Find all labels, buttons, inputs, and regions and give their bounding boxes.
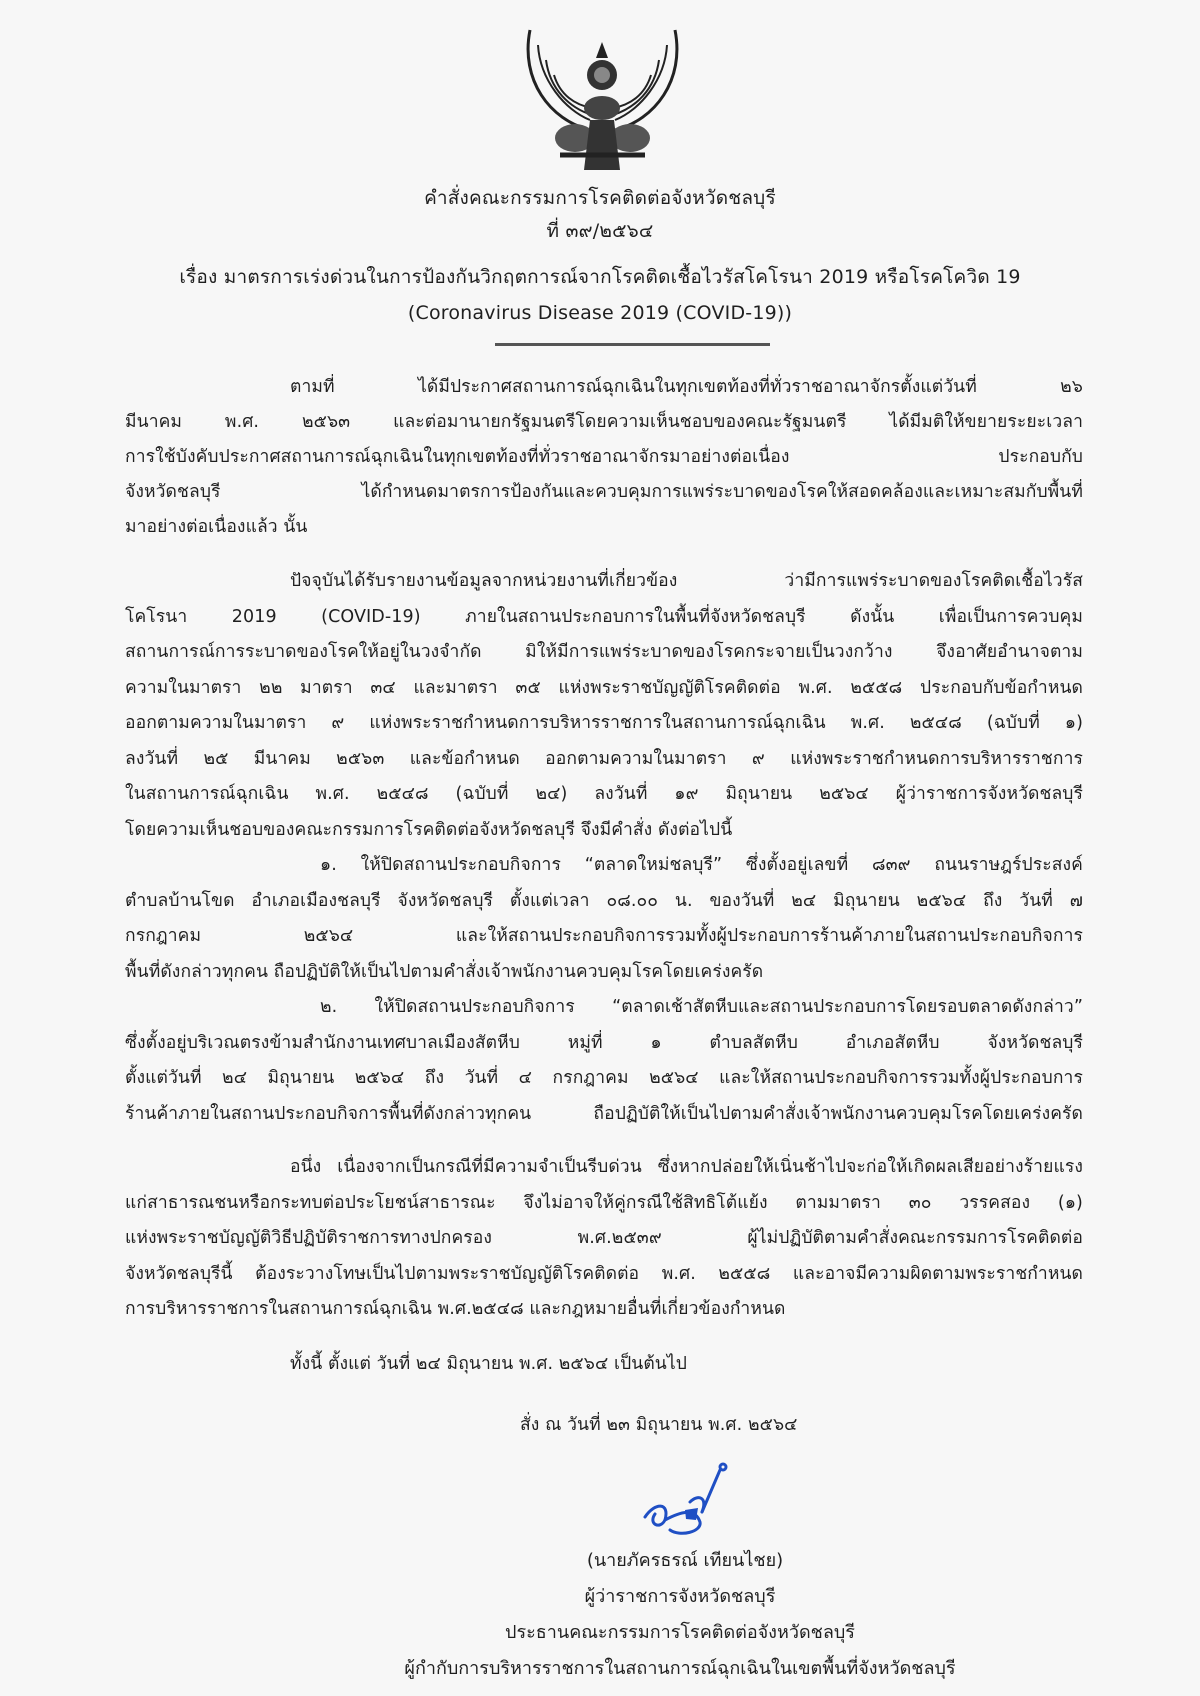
order-number: ที่ ๓๙/๒๕๖๔ [546, 220, 654, 242]
signature-icon [640, 1462, 740, 1542]
item-2-line: ๒. ให้ปิดสถานประกอบกิจการ “ตลาดเช้าสัตหีบและสถานประกอบการโดยรอบตลาดดังกล่าว” [320, 997, 1083, 1017]
paragraph-3-line: แก่สาธารณชนหรือกระทบต่อประโยชน์สาธารณะ จึงไม่อาจให้คู่กรณีใช้สิทธิโต้แย้ง ตามมาตรา ๓๐ วรรคสอง (๑) [125, 1193, 1083, 1213]
signer-title-governor: ผู้ว่าราชการจังหวัดชลบุรี [584, 1586, 776, 1607]
paragraph-2-line: ออกตามความในมาตรา ๙ แห่งพระราชกำหนดการบริหารราชการในสถานการณ์ฉุกเฉิน พ.ศ. ๒๕๔๘ (ฉบับที่ ๑) [125, 713, 1083, 733]
paragraph-1-line: มาอย่างต่อเนื่องแล้ว นั้น [125, 517, 308, 537]
paragraph-2-line: โดยความเห็นชอบของคณะกรรมการโรคติดต่อจังหวัดชลบุรี จึงมีคำสั่ง ดังต่อไปนี้ [125, 820, 733, 840]
paragraph-3-line: การบริหารราชการในสถานการณ์ฉุกเฉิน พ.ศ.๒๕๔๘ และกฎหมายอื่นที่เกี่ยวข้องกำหนด [125, 1299, 786, 1319]
item-1-line: ๑. ให้ปิดสถานประกอบกิจการ “ตลาดใหม่ชลบุรี” ซึ่งตั้งอยู่เลขที่ ๘๓๙ ถนนราษฎร์ประสงค์ [320, 855, 1083, 875]
garuda-emblem-icon [520, 20, 685, 180]
item-1-line: ตำบลบ้านโขด อำเภอเมืองชลบุรี จังหวัดชลบุรี ตั้งแต่เวลา ๐๘.๐๐ น. ของวันที่ ๒๔ มิถุนายน ๒๕๖๔ ถึง วันที่ ๗ [125, 891, 1083, 911]
item-2-line: ร้านค้าภายในสถานประกอบกิจการพื้นที่ดังกล่าวทุกคน ถือปฏิบัติให้เป็นไปตามคำสั่งเจ้าพนักงานควบคุมโรคโดยเคร่งครัด [125, 1104, 1083, 1124]
paragraph-2-line: ในสถานการณ์ฉุกเฉิน พ.ศ. ๒๕๔๘ (ฉบับที่ ๒๔) ลงวันที่ ๑๙ มิถุนายน ๒๕๖๔ ผู้ว่าราชการจังหวัดชลบุรี [125, 784, 1083, 804]
paragraph-1-line: ตามที่ ได้มีประกาศสถานการณ์ฉุกเฉินในทุกเขตท้องที่ทั่วราชอาณาจักรตั้งแต่วันที่ ๒๖ [290, 377, 1083, 397]
item-2-line: ซึ่งตั้งอยู่บริเวณตรงข้ามสำนักงานเทศบาลเมืองสัตหีบ หมู่ที่ ๑ ตำบลสัตหีบ อำเภอสัตหีบ จังหวัดชลบุรี [125, 1033, 1083, 1053]
paragraph-2-line: ลงวันที่ ๒๕ มีนาคม ๒๕๖๓ และข้อกำหนด ออกตามความในมาตรา ๙ แห่งพระราชกำหนดการบริหารราชการ [125, 749, 1083, 769]
effective-date: ทั้งนี้ ตั้งแต่ วันที่ ๒๔ มิถุนายน พ.ศ. ๒๕๖๔ เป็นต้นไป [290, 1354, 687, 1374]
signer-title-chair: ประธานคณะกรรมการโรคติดต่อจังหวัดชลบุรี [505, 1622, 855, 1643]
item-1-line: กรกฎาคม ๒๕๖๔ และให้สถานประกอบกิจการรวมทั้งผู้ประกอบการร้านค้าภายในสถานประกอบกิจการ [125, 926, 1083, 946]
issuer-title: คำสั่งคณะกรรมการโรคติดต่อจังหวัดชลบุรี [424, 187, 776, 209]
paragraph-3-line: จังหวัดชลบุรีนี้ ต้องระวางโทษเป็นไปตามพระราชบัญญัติโรคติดต่อ พ.ศ. ๒๕๕๘ และอาจมีความผิดตามพระราชกำหนด [125, 1264, 1083, 1284]
paragraph-3-line: แห่งพระราชบัญญัติวิธีปฏิบัติราชการทางปกครอง พ.ศ.๒๕๓๙ ผู้ไม่ปฏิบัติตามคำสั่งคณะกรรมการโรคติดต่อ [125, 1228, 1083, 1248]
subject-line: เรื่อง มาตรการเร่งด่วนในการป้องกันวิกฤตการณ์จากโรคติดเชื้อไวรัสโคโรนา 2019 หรือโรคโควิด 19 [179, 266, 1021, 288]
ordered-date: สั่ง ณ วันที่ ๒๓ มิถุนายน พ.ศ. ๒๕๖๔ [520, 1415, 798, 1435]
paragraph-2-line: สถานการณ์การระบาดของโรคให้อยู่ในวงจำกัด มิให้มีการแพร่ระบาดของโรคกระจายเป็นวงกว้าง จึงอาศัยอำนาจตาม [125, 642, 1083, 662]
item-1-line: พื้นที่ดังกล่าวทุกคน ถือปฏิบัติให้เป็นไปตามคำสั่งเจ้าพนักงานควบคุมโรคโดยเคร่งครัด [125, 962, 764, 982]
paragraph-2-line: ปัจจุบันได้รับรายงานข้อมูลจากหน่วยงานที่เกี่ยวข้อง ว่ามีการแพร่ระบาดของโรคติดเชื้อไวรัส [290, 571, 1083, 591]
paragraph-1-line: การใช้บังคับประกาศสถานการณ์ฉุกเฉินในทุกเขตท้องที่ทั่วราชอาณาจักรมาอย่างต่อเนื่อง ประกอบกับ [125, 447, 1083, 467]
paragraph-2-line: ความในมาตรา ๒๒ มาตรา ๓๔ และมาตรา ๓๕ แห่งพระราชบัญญัติโรคติดต่อ พ.ศ. ๒๕๕๘ ประกอบกับข้อกำหนด [125, 678, 1083, 698]
divider [495, 343, 770, 346]
signer-title-supervisor: ผู้กำกับการบริหารราชการในสถานการณ์ฉุกเฉินในเขตพื้นที่จังหวัดชลบุรี [404, 1658, 956, 1679]
paragraph-1-line: จังหวัดชลบุรี ได้กำหนดมาตรการป้องกันและควบคุมการแพร่ระบาดของโรคให้สอดคล้องและเหมาะสมกับพื้นที่ [125, 482, 1083, 502]
paragraph-2-line: โคโรนา 2019 (COVID-19) ภายในสถานประกอบการในพื้นที่จังหวัดชลบุรี ดังนั้น เพื่อเป็นการควบคุม [125, 607, 1083, 627]
paragraph-1-line: มีนาคม พ.ศ. ๒๕๖๓ และต่อมานายกรัฐมนตรีโดยความเห็นชอบของคณะรัฐมนตรี ได้มีมติให้ขยายระยะเวลา [125, 412, 1083, 432]
signer-name: (นายภัครธรณ์ เทียนไชย) [586, 1550, 784, 1571]
paragraph-3-line: อนึ่ง เนื่องจากเป็นกรณีที่มีความจำเป็นรีบด่วน ซึ่งหากปล่อยให้เนิ่นช้าไปจะก่อให้เกิดผลเสียอย่างร้ายแรง [290, 1157, 1083, 1177]
item-2-line: ตั้งแต่วันที่ ๒๔ มิถุนายน ๒๕๖๔ ถึง วันที่ ๔ กรกฎาคม ๒๕๖๔ และให้สถานประกอบกิจการรวมทั้งผู้ประกอบการ [125, 1068, 1083, 1088]
subject-english: (Coronavirus Disease 2019 (COVID-19)) [407, 302, 793, 324]
